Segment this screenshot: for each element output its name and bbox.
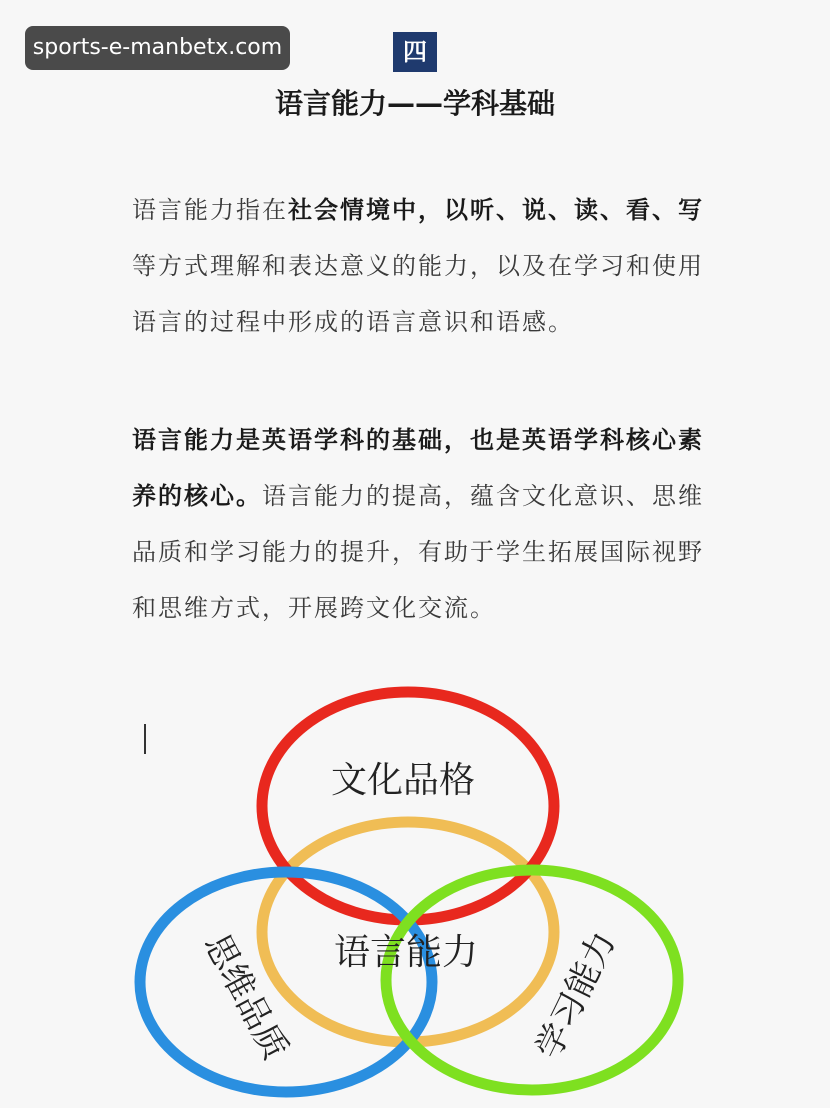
watermark: sports-e-manbetx.com (25, 26, 290, 70)
page-title: 语言能力——学科基础 (274, 87, 555, 120)
label-thinking-quality: 思维品质 (196, 927, 296, 1067)
paragraph-text: 等方式理解和表达意义的能力，以及在学习和使用语言的过程中形成的语言意识和语感。 (132, 252, 704, 336)
paragraph-text: 语言能力指在 (132, 196, 288, 224)
label-language-ability: 语言能力 (333, 932, 479, 973)
paragraph-text: 语言能力的提高，蕴含文化意识、思维品质和学习能力的提升，有助于学生拓展国际视野和思维方式，开展跨文化交流。 (132, 482, 704, 622)
label-cultural-character: 文化品格 (330, 760, 476, 801)
label-learning-ability: 学习能力 (528, 925, 624, 1066)
circle-cultural-character (262, 692, 554, 920)
paragraph-bold-text: 语言能力是英语学科的基础，也是英语学科核心素养的核心。 (132, 426, 704, 510)
section-number-badge: 四 (393, 32, 437, 72)
paragraph-bold-text: 社会情境中，以听、说、读、看、写 (288, 196, 704, 224)
